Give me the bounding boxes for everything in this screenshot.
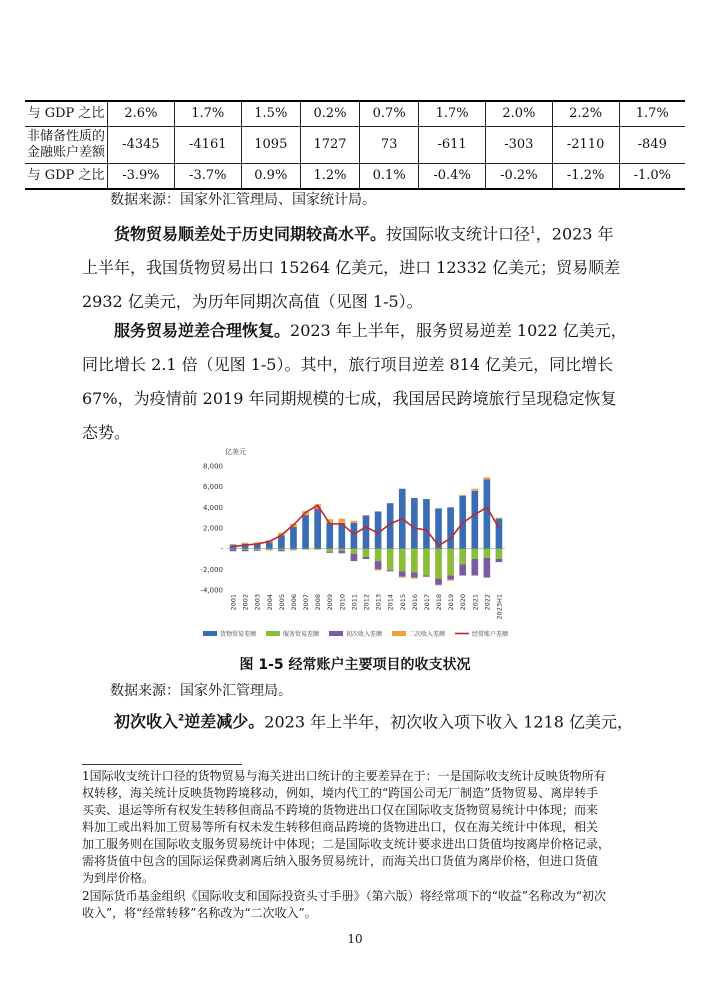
bar-初次收入差额	[290, 550, 297, 551]
bar-服务贸易差额	[339, 549, 346, 551]
bar-服务贸易差额	[484, 549, 491, 558]
bar-服务贸易差额	[326, 549, 333, 552]
bar-货物贸易差额	[411, 498, 418, 549]
table-cell: 0.1%	[360, 164, 419, 190]
legend-label: 服务贸易差额	[283, 631, 320, 638]
bar-二次收入差额	[447, 580, 454, 581]
bar-服务贸易差额	[496, 549, 503, 559]
bar-服务贸易差额	[399, 549, 406, 572]
bar-二次收入差额	[339, 519, 346, 523]
bar-初次收入差额	[254, 550, 261, 551]
bar-初次收入差额	[423, 576, 430, 577]
bar-初次收入差额	[326, 552, 333, 553]
bar-初次收入差额	[399, 571, 406, 576]
footnote-1: 1国际收支统计口径的货物贸易与海关进出口统计的主要差异在于：一是国际收支统计反映货物所有 权转移，海关统计反映货物跨境移动，例如，境内代工的“跨国公司无厂制造”货物贸易、离岸转手 买卖、退运等所有权发生转移但商品不跨境的货物进出口仅在国际收支货物贸易统计中体现；而来 料加工或出料加工贸易等所有权未发生转移但商品跨境的货物进出口，仅在海关统计中体现，相关 加工服务则在国际收支服务贸易统计中体现；二是国际收支统计要求进出口货值均按离岸价格记录， 需将货值中包含的国际运保费剥离后纳入服务贸易统计，而海关出口货值为离岸价格，但进口货值 为到岸价格。	[82, 769, 611, 885]
x-tick-label: 2021	[471, 594, 480, 611]
x-tick-label: 2005	[277, 594, 286, 611]
bar-货物贸易差额	[314, 511, 321, 548]
bar-初次收入差额	[387, 570, 394, 571]
x-tick-label: 2016	[410, 594, 419, 611]
page-number: 10	[347, 932, 363, 946]
x-tick-label: 2002	[241, 594, 250, 611]
bar-服务贸易差额	[302, 549, 309, 550]
legend-swatch	[392, 631, 406, 636]
footnote-divider	[82, 764, 242, 765]
current-account-chart	[185, 444, 525, 644]
chart-unit-label: 亿美元	[225, 448, 246, 456]
row-label: 与 GDP 之比	[25, 164, 108, 190]
bar-货物贸易差额	[290, 527, 297, 549]
bar-货物贸易差额	[302, 516, 309, 549]
y-tick-label: -4,000	[200, 586, 223, 595]
bar-货物贸易差额	[471, 491, 478, 549]
table-cell: -1.2%	[552, 164, 619, 190]
bar-服务贸易差额	[387, 549, 394, 571]
table-cell: -4345	[108, 127, 175, 164]
bar-初次收入差额	[411, 572, 418, 577]
paragraph-lead: 服务贸易逆差合理恢复。	[114, 321, 291, 340]
footnote-ref-2[interactable]: 2	[178, 714, 185, 724]
table-cell: -611	[419, 127, 486, 164]
table-cell: -849	[619, 127, 685, 164]
x-tick-label: 2023H1	[495, 594, 504, 620]
bar-服务贸易差额	[435, 549, 442, 579]
bar-服务贸易差额	[254, 549, 261, 550]
x-tick-label: 2006	[289, 594, 298, 611]
bar-服务贸易差额	[471, 549, 478, 559]
bar-二次收入差额	[375, 569, 382, 570]
x-tick-label: 2011	[350, 594, 359, 611]
bar-二次收入差额	[423, 577, 430, 578]
paragraph-services-trade: 服务贸易逆差合理恢复。2023 年上半年，服务贸易逆差 1022 亿美元， 同比增长 2.1 倍（见图 1-5）。其中，旅行项目逆差 814 亿美元，同比增长 67%，为疫情前 2019 年同期规模的七成，我国居民跨境旅行呈现稳定恢复 态势。	[82, 321, 627, 442]
bar-货物贸易差额	[447, 507, 454, 548]
bar-二次收入差额	[399, 577, 406, 578]
paragraph-primary-income: 初次收入$^2$逆差减少。2023 年上半年，初次收入项下收入 1218 亿美元，	[114, 712, 633, 732]
bar-二次收入差额	[459, 495, 466, 496]
x-tick-label: 2020	[459, 594, 468, 611]
bar-二次收入差额	[471, 489, 478, 491]
balance-table	[25, 100, 685, 190]
x-tick-label: 2001	[229, 594, 238, 611]
table-cell: 1.5%	[241, 101, 300, 127]
table-source-note: 数据来源：国家外汇管理局、国家统计局。	[110, 192, 376, 208]
table-row	[25, 127, 685, 164]
bar-初次收入差额	[447, 576, 454, 580]
bar-货物贸易差额	[326, 523, 333, 549]
bar-服务贸易差额	[351, 549, 358, 554]
bar-二次收入差额	[496, 518, 503, 519]
x-tick-label: 2013	[374, 594, 383, 611]
bar-初次收入差额	[351, 554, 358, 561]
bar-二次收入差额	[411, 578, 418, 579]
table-row	[25, 101, 685, 127]
bar-二次收入差额	[484, 477, 491, 479]
table-cell: 2.6%	[108, 101, 175, 127]
table-cell: -3.9%	[108, 164, 175, 190]
table-cell: 0.7%	[360, 101, 419, 127]
bar-二次收入差额	[435, 585, 442, 586]
x-tick-label: 2010	[338, 594, 347, 611]
bar-服务贸易差额	[230, 549, 237, 550]
bar-初次收入差额	[242, 550, 249, 552]
legend-swatch	[266, 631, 280, 636]
bar-货物贸易差额	[484, 479, 491, 548]
x-tick-label: 2012	[362, 594, 371, 611]
x-tick-label: 2009	[326, 594, 335, 611]
table-cell: 2.2%	[552, 101, 619, 127]
paragraph-goods-trade: 货物贸易顺差处于历史同期较高水平。按国际收支统计口径$^1$，2023 年 上半年，我国货物贸易出口 15264 亿美元，进口 12332 亿美元；贸易顺差 2932 亿美元，为历年同期次高值（见图 1-5）。	[82, 224, 621, 312]
y-tick-label: -2,000	[200, 565, 223, 574]
bar-二次收入差额	[363, 515, 370, 516]
bar-货物贸易差额	[363, 516, 370, 549]
bar-货物贸易差额	[423, 499, 430, 549]
x-tick-label: 2017	[422, 594, 431, 611]
bar-初次收入差额	[375, 561, 382, 569]
x-tick-label: 2014	[386, 594, 395, 611]
x-tick-label: 2004	[265, 594, 274, 611]
table-cell: -0.2%	[485, 164, 552, 190]
y-tick-label: 8,000	[202, 462, 223, 471]
table-cell: 0.2%	[300, 101, 359, 127]
bar-初次收入差额	[278, 550, 285, 552]
y-tick-label: 4,000	[202, 503, 223, 512]
x-tick-label: 2007	[302, 594, 311, 611]
x-tick-label: 2018	[435, 594, 444, 611]
bar-货物贸易差额	[351, 523, 358, 549]
bar-初次收入差额	[339, 551, 346, 554]
bar-二次收入差额	[242, 543, 249, 544]
bar-初次收入差额	[459, 564, 466, 575]
table-cell: -4161	[174, 127, 241, 164]
row-label: 非储备性质的 金融账户差额	[25, 127, 108, 164]
row-label: 与 GDP 之比	[25, 101, 108, 127]
bar-初次收入差额	[363, 557, 370, 559]
x-tick-label: 2019	[447, 594, 456, 611]
table-cell: -0.4%	[419, 164, 486, 190]
table-cell: -303	[485, 127, 552, 164]
bar-货物贸易差额	[266, 542, 273, 548]
table-cell: 1095	[241, 127, 300, 164]
legend-label: 货物贸易差额	[220, 631, 257, 638]
table-cell: 1.7%	[619, 101, 685, 127]
footnote-2: 2国际货币基金组织《国际收支和国际投资头寸手册》（第六版）将经常项下的“收益”名称改为“初次 收入”，将“经常转移”名称改为“二次收入”。	[82, 889, 607, 920]
bar-初次收入差额	[496, 559, 503, 562]
bar-初次收入差额	[435, 579, 442, 585]
table-cell: 1727	[300, 127, 359, 164]
bar-货物贸易差额	[375, 511, 382, 548]
legend-label: 初次收入差额	[346, 631, 383, 638]
table-cell: 73	[360, 127, 419, 164]
table-cell: -3.7%	[174, 164, 241, 190]
legend-swatch	[329, 631, 343, 636]
bar-服务贸易差额	[290, 549, 297, 550]
y-tick-label: -	[220, 545, 223, 554]
bar-服务贸易差额	[459, 549, 466, 565]
bar-服务贸易差额	[375, 549, 382, 561]
bar-服务贸易差额	[314, 549, 321, 550]
figure-caption: 图 1-5 经常账户主要项目的收支状况	[239, 657, 471, 673]
bar-服务贸易差额	[266, 549, 273, 550]
bar-服务贸易差额	[447, 549, 454, 576]
x-tick-label: 2022	[483, 594, 492, 611]
legend-swatch	[203, 631, 217, 636]
bar-初次收入差额	[484, 558, 491, 578]
table-cell: 1.7%	[419, 101, 486, 127]
bar-服务贸易差额	[363, 549, 370, 557]
table-cell: 2.0%	[485, 101, 552, 127]
x-tick-label: 2015	[398, 594, 407, 611]
footnote-ref-1[interactable]: 1	[530, 226, 536, 236]
table-cell: -1.0%	[619, 164, 685, 190]
table-cell: -2110	[552, 127, 619, 164]
y-tick-label: 2,000	[202, 524, 223, 533]
x-tick-label: 2003	[253, 594, 262, 611]
bar-初次收入差额	[230, 549, 237, 551]
bar-服务贸易差额	[423, 549, 430, 576]
table-cell: 0.9%	[241, 164, 300, 190]
table-row	[25, 164, 685, 190]
bar-初次收入差额	[266, 550, 273, 551]
bar-二次收入差额	[230, 544, 237, 545]
bar-服务贸易差额	[411, 549, 418, 573]
figure-source-note: 数据来源：国家外汇管理局。	[110, 683, 292, 699]
y-tick-label: 6,000	[202, 483, 223, 492]
x-tick-label: 2008	[314, 594, 323, 611]
legend-label: 二次收入差额	[409, 631, 446, 638]
table-cell: 1.7%	[174, 101, 241, 127]
paragraph-lead: 货物贸易顺差处于历史同期较高水平。	[114, 224, 387, 244]
bar-初次收入差额	[471, 559, 478, 576]
legend-label: 经常账户差额	[472, 631, 509, 638]
bar-二次收入差额	[351, 521, 358, 523]
paragraph-lead: 初次收入$^2$逆差减少。	[114, 712, 265, 732]
bar-服务贸易差额	[278, 549, 285, 550]
table-cell: 1.2%	[300, 164, 359, 190]
bar-服务贸易差额	[242, 549, 249, 550]
